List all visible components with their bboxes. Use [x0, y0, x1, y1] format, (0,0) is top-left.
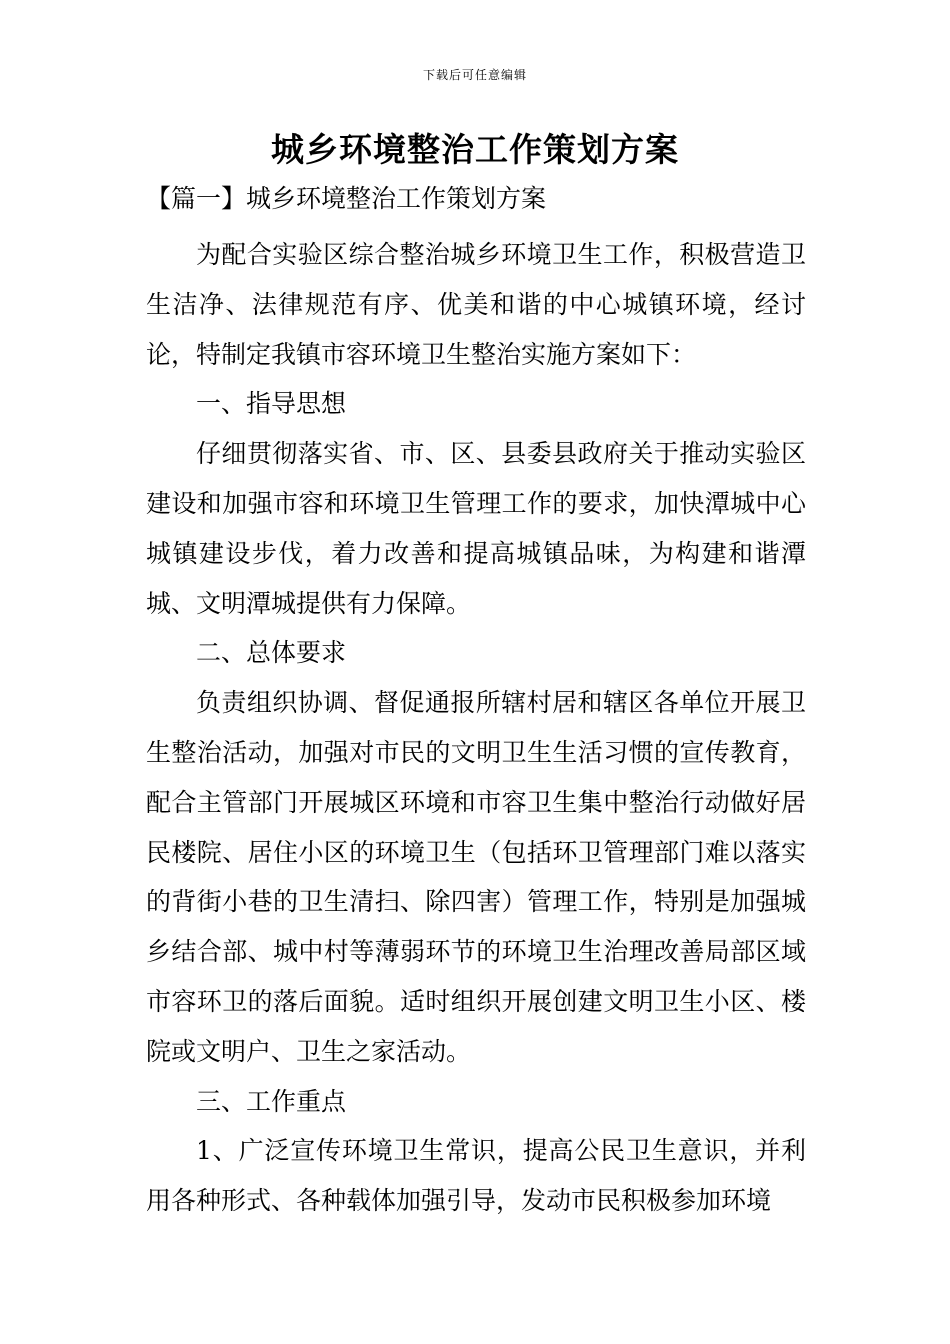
section-subtitle: 【篇一】城乡环境整治工作策划方案 [146, 184, 547, 213]
document-title: 城乡环境整治工作策划方案 [271, 130, 679, 169]
paragraph-intro: 为配合实验区综合整治城乡环境卫生工作，积极营造卫生洁净、法律规范有序、优美和谐的中心城镇环境，经讨论，特制定我镇市容环境卫生整治实施方案如下： [146, 240, 806, 369]
heading-work-focus: 三、工作重点 [196, 1086, 347, 1116]
heading-guiding-ideology: 一、指导思想 [196, 389, 347, 419]
paragraph-overall-requirements: 负责组织协调、督促通报所辖村居和辖区各单位开展卫生整治活动，加强对市民的文明卫生生活习惯的宣传教育，配合主管部门开展城区环境和市容卫生集中整治行动做好居民楼院、居住小区的环境卫生（包括环卫管理部门难以落实的背街小巷的卫生清扫、除四害）管理工作，特别是加强城乡结合部、城中村等薄弱环节的环境卫生治理改善局部区域市容环卫的落后面貌。适时组织开展创建文明卫生小区、楼院或文明户、卫生之家活动。 [146, 688, 806, 1066]
body-text [146, 230, 806, 1226]
paragraph-guiding-ideology: 仔细贯彻落实省、市、区、县委县政府关于推动实验区建设和加强市容和环境卫生管理工作的要求，加快潭城中心城镇建设步伐，着力改善和提高城镇品味，为构建和谐潭城、文明潭城提供有力保障。 [146, 439, 806, 618]
paragraph-work-focus-1: 1、广泛宣传环境卫生常识，提高公民卫生意识，并利用各种形式、各种载体加强引导，发动市民积极参加环境 [146, 1136, 806, 1216]
header-note: 下载后可任意编辑 [422, 68, 527, 82]
heading-overall-requirements: 二、总体要求 [196, 638, 347, 668]
